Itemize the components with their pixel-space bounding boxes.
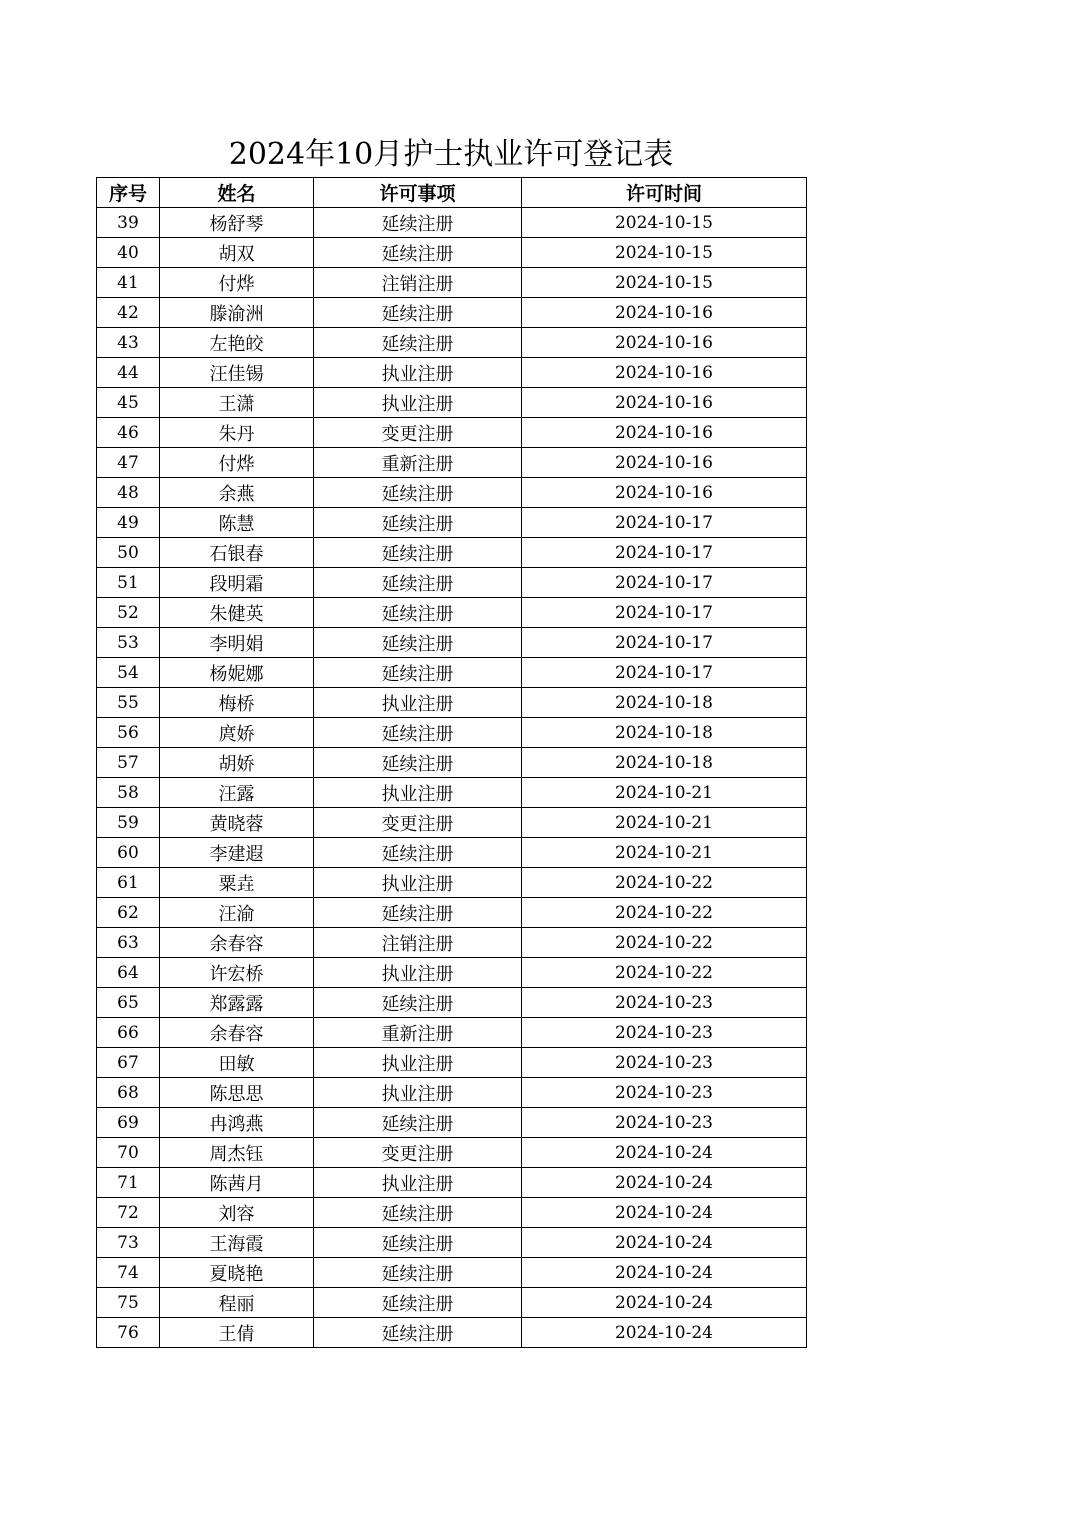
cell-license-time: 2024-10-15 — [522, 268, 807, 298]
cell-seq: 45 — [97, 388, 160, 418]
cell-license-time: 2024-10-16 — [522, 328, 807, 358]
cell-seq: 58 — [97, 778, 160, 808]
cell-license-time: 2024-10-15 — [522, 238, 807, 268]
cell-license-item: 延续注册 — [314, 718, 522, 748]
cell-license-time: 2024-10-17 — [522, 598, 807, 628]
header-row — [97, 178, 807, 208]
cell-name: 汪渝 — [160, 898, 314, 928]
cell-license-time: 2024-10-17 — [522, 538, 807, 568]
table-row — [97, 568, 807, 598]
cell-name: 余燕 — [160, 478, 314, 508]
cell-name: 李明娟 — [160, 628, 314, 658]
cell-name: 陈思思 — [160, 1078, 314, 1108]
cell-name: 段明霜 — [160, 568, 314, 598]
table-row — [97, 1048, 807, 1078]
cell-seq: 72 — [97, 1198, 160, 1228]
cell-name: 周杰钰 — [160, 1138, 314, 1168]
table-row — [97, 388, 807, 418]
cell-seq: 54 — [97, 658, 160, 688]
cell-license-time: 2024-10-17 — [522, 658, 807, 688]
table-row — [97, 598, 807, 628]
cell-license-item: 执业注册 — [314, 358, 522, 388]
cell-seq: 61 — [97, 868, 160, 898]
cell-license-item: 延续注册 — [314, 478, 522, 508]
cell-license-item: 延续注册 — [314, 988, 522, 1018]
cell-license-item: 延续注册 — [314, 628, 522, 658]
table-row — [97, 928, 807, 958]
cell-seq: 53 — [97, 628, 160, 658]
cell-seq: 43 — [97, 328, 160, 358]
cell-seq: 75 — [97, 1288, 160, 1318]
cell-seq: 40 — [97, 238, 160, 268]
cell-name: 胡娇 — [160, 748, 314, 778]
cell-license-item: 延续注册 — [314, 748, 522, 778]
cell-license-item: 延续注册 — [314, 1288, 522, 1318]
cell-license-time: 2024-10-17 — [522, 508, 807, 538]
license-register-table — [96, 177, 807, 1348]
table-row — [97, 748, 807, 778]
cell-license-item: 变更注册 — [314, 1138, 522, 1168]
table-row — [97, 298, 807, 328]
cell-license-time: 2024-10-24 — [522, 1138, 807, 1168]
cell-license-item: 延续注册 — [314, 898, 522, 928]
cell-license-time: 2024-10-22 — [522, 898, 807, 928]
cell-name: 夏晓艳 — [160, 1258, 314, 1288]
table-row — [97, 958, 807, 988]
cell-license-time: 2024-10-17 — [522, 568, 807, 598]
table-row — [97, 208, 807, 238]
cell-license-item: 执业注册 — [314, 688, 522, 718]
table-row — [97, 898, 807, 928]
table-row — [97, 1228, 807, 1258]
cell-license-item: 延续注册 — [314, 1228, 522, 1258]
cell-license-time: 2024-10-21 — [522, 778, 807, 808]
table-body — [97, 208, 807, 1348]
cell-license-time: 2024-10-16 — [522, 478, 807, 508]
cell-name: 汪佳锡 — [160, 358, 314, 388]
cell-license-item: 延续注册 — [314, 538, 522, 568]
table-row — [97, 1198, 807, 1228]
table-row — [97, 718, 807, 748]
table-row — [97, 478, 807, 508]
document-title: 2024年10月护士执业许可登记表 — [228, 137, 674, 172]
cell-name: 左艳皎 — [160, 328, 314, 358]
cell-license-time: 2024-10-21 — [522, 808, 807, 838]
cell-name: 付烨 — [160, 448, 314, 478]
cell-license-time: 2024-10-23 — [522, 1078, 807, 1108]
cell-name: 石银春 — [160, 538, 314, 568]
cell-seq: 46 — [97, 418, 160, 448]
cell-license-item: 变更注册 — [314, 808, 522, 838]
cell-name: 余春容 — [160, 928, 314, 958]
cell-license-item: 重新注册 — [314, 448, 522, 478]
cell-seq: 52 — [97, 598, 160, 628]
cell-license-time: 2024-10-24 — [522, 1228, 807, 1258]
table-row — [97, 1168, 807, 1198]
cell-license-time: 2024-10-22 — [522, 868, 807, 898]
table-row — [97, 658, 807, 688]
cell-name: 陈茜月 — [160, 1168, 314, 1198]
table-row — [97, 1108, 807, 1138]
cell-name: 黄晓蓉 — [160, 808, 314, 838]
cell-license-time: 2024-10-24 — [522, 1258, 807, 1288]
table-row — [97, 508, 807, 538]
table-row — [97, 808, 807, 838]
cell-license-time: 2024-10-16 — [522, 358, 807, 388]
cell-license-item: 延续注册 — [314, 658, 522, 688]
cell-license-item: 延续注册 — [314, 208, 522, 238]
cell-license-time: 2024-10-24 — [522, 1198, 807, 1228]
cell-seq: 59 — [97, 808, 160, 838]
cell-license-item: 执业注册 — [314, 778, 522, 808]
cell-license-item: 延续注册 — [314, 238, 522, 268]
cell-license-time: 2024-10-18 — [522, 718, 807, 748]
cell-seq: 55 — [97, 688, 160, 718]
table-row — [97, 1288, 807, 1318]
cell-seq: 64 — [97, 958, 160, 988]
cell-name: 滕渝洲 — [160, 298, 314, 328]
cell-license-item: 执业注册 — [314, 1078, 522, 1108]
table-row — [97, 1258, 807, 1288]
cell-seq: 69 — [97, 1108, 160, 1138]
header-license-item: 许可事项 — [314, 178, 522, 208]
cell-license-time: 2024-10-16 — [522, 448, 807, 478]
cell-seq: 50 — [97, 538, 160, 568]
cell-license-item: 执业注册 — [314, 1048, 522, 1078]
cell-name: 庹娇 — [160, 718, 314, 748]
cell-license-time: 2024-10-22 — [522, 928, 807, 958]
header-seq: 序号 — [97, 178, 160, 208]
cell-seq: 71 — [97, 1168, 160, 1198]
cell-name: 杨舒琴 — [160, 208, 314, 238]
cell-seq: 39 — [97, 208, 160, 238]
cell-name: 许宏桥 — [160, 958, 314, 988]
cell-name: 粟垚 — [160, 868, 314, 898]
table-row — [97, 268, 807, 298]
cell-name: 梅桥 — [160, 688, 314, 718]
cell-name: 余春容 — [160, 1018, 314, 1048]
cell-license-time: 2024-10-17 — [522, 628, 807, 658]
header-license-time: 许可时间 — [522, 178, 807, 208]
cell-name: 李建遐 — [160, 838, 314, 868]
cell-license-item: 重新注册 — [314, 1018, 522, 1048]
cell-name: 冉鸿燕 — [160, 1108, 314, 1138]
cell-seq: 42 — [97, 298, 160, 328]
table-row — [97, 868, 807, 898]
cell-seq: 44 — [97, 358, 160, 388]
cell-license-time: 2024-10-16 — [522, 388, 807, 418]
cell-license-time: 2024-10-18 — [522, 688, 807, 718]
cell-license-item: 延续注册 — [314, 328, 522, 358]
cell-seq: 49 — [97, 508, 160, 538]
cell-license-time: 2024-10-24 — [522, 1168, 807, 1198]
cell-license-time: 2024-10-21 — [522, 838, 807, 868]
cell-name: 杨妮娜 — [160, 658, 314, 688]
cell-license-time: 2024-10-22 — [522, 958, 807, 988]
cell-license-item: 执业注册 — [314, 868, 522, 898]
table-row — [97, 778, 807, 808]
cell-license-time: 2024-10-24 — [522, 1318, 807, 1348]
cell-license-item: 延续注册 — [314, 598, 522, 628]
table-row — [97, 1318, 807, 1348]
cell-license-item: 延续注册 — [314, 1258, 522, 1288]
cell-license-item: 延续注册 — [314, 508, 522, 538]
cell-license-time: 2024-10-16 — [522, 418, 807, 448]
cell-license-item: 注销注册 — [314, 268, 522, 298]
cell-seq: 67 — [97, 1048, 160, 1078]
cell-seq: 48 — [97, 478, 160, 508]
cell-seq: 73 — [97, 1228, 160, 1258]
table-row — [97, 418, 807, 448]
cell-name: 程丽 — [160, 1288, 314, 1318]
table-row — [97, 358, 807, 388]
cell-seq: 41 — [97, 268, 160, 298]
table-header — [97, 178, 807, 208]
cell-name: 刘容 — [160, 1198, 314, 1228]
cell-license-item: 延续注册 — [314, 1198, 522, 1228]
cell-license-time: 2024-10-23 — [522, 1108, 807, 1138]
cell-seq: 51 — [97, 568, 160, 598]
cell-license-time: 2024-10-24 — [522, 1288, 807, 1318]
table-row — [97, 1078, 807, 1108]
cell-license-time: 2024-10-23 — [522, 1018, 807, 1048]
table-row — [97, 988, 807, 1018]
cell-license-item: 延续注册 — [314, 1108, 522, 1138]
cell-seq: 62 — [97, 898, 160, 928]
cell-name: 郑露露 — [160, 988, 314, 1018]
cell-seq: 76 — [97, 1318, 160, 1348]
table-row — [97, 688, 807, 718]
table-row — [97, 448, 807, 478]
header-name: 姓名 — [160, 178, 314, 208]
table-row — [97, 838, 807, 868]
cell-name: 朱丹 — [160, 418, 314, 448]
table-row — [97, 538, 807, 568]
cell-seq: 74 — [97, 1258, 160, 1288]
cell-seq: 57 — [97, 748, 160, 778]
table-row — [97, 1018, 807, 1048]
cell-license-item: 变更注册 — [314, 418, 522, 448]
cell-seq: 68 — [97, 1078, 160, 1108]
cell-name: 朱健英 — [160, 598, 314, 628]
cell-seq: 63 — [97, 928, 160, 958]
cell-license-item: 执业注册 — [314, 1168, 522, 1198]
cell-license-item: 延续注册 — [314, 1318, 522, 1348]
cell-license-item: 执业注册 — [314, 388, 522, 418]
cell-seq: 70 — [97, 1138, 160, 1168]
cell-license-time: 2024-10-23 — [522, 1048, 807, 1078]
cell-name: 胡双 — [160, 238, 314, 268]
cell-license-time: 2024-10-18 — [522, 748, 807, 778]
cell-name: 王倩 — [160, 1318, 314, 1348]
cell-license-item: 注销注册 — [314, 928, 522, 958]
cell-license-time: 2024-10-16 — [522, 298, 807, 328]
cell-name: 田敏 — [160, 1048, 314, 1078]
cell-license-time: 2024-10-23 — [522, 988, 807, 1018]
table-row — [97, 628, 807, 658]
cell-seq: 65 — [97, 988, 160, 1018]
cell-name: 王海霞 — [160, 1228, 314, 1258]
cell-seq: 66 — [97, 1018, 160, 1048]
cell-license-item: 延续注册 — [314, 298, 522, 328]
cell-name: 付烨 — [160, 268, 314, 298]
cell-license-item: 执业注册 — [314, 958, 522, 988]
table-row — [97, 328, 807, 358]
table-row — [97, 1138, 807, 1168]
cell-seq: 47 — [97, 448, 160, 478]
cell-name: 王潇 — [160, 388, 314, 418]
cell-seq: 56 — [97, 718, 160, 748]
cell-license-time: 2024-10-15 — [522, 208, 807, 238]
cell-name: 陈慧 — [160, 508, 314, 538]
cell-seq: 60 — [97, 838, 160, 868]
cell-name: 汪露 — [160, 778, 314, 808]
cell-license-item: 延续注册 — [314, 838, 522, 868]
cell-license-item: 延续注册 — [314, 568, 522, 598]
table-row — [97, 238, 807, 268]
